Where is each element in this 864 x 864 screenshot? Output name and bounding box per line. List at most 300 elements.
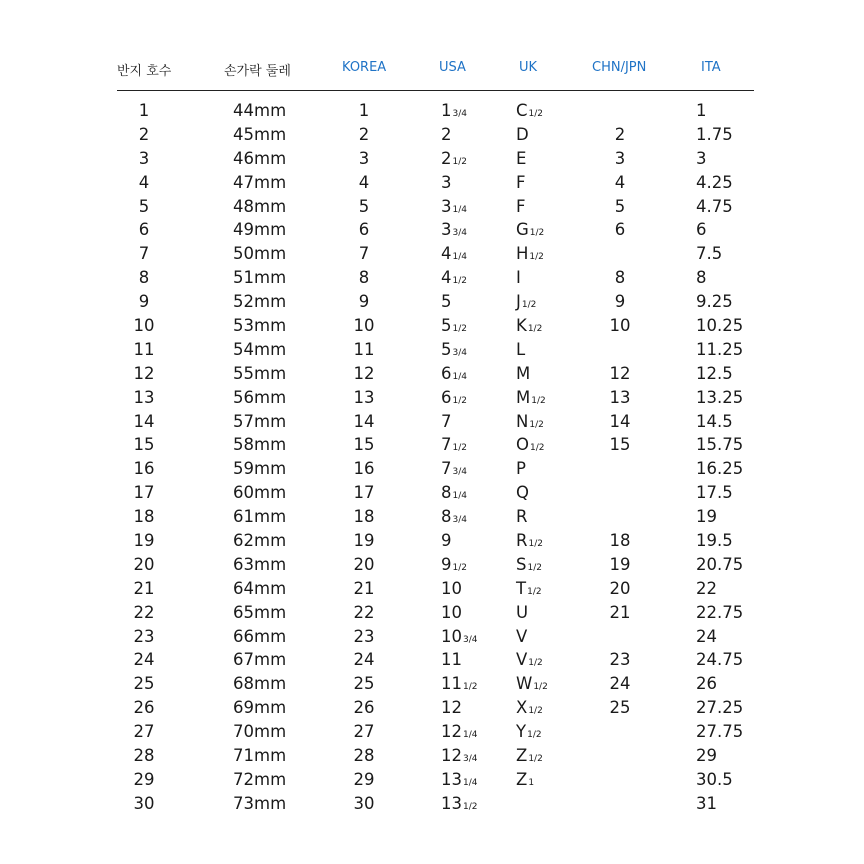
- cell-ring-size: [129, 648, 159, 671]
- cell-ring-size-value: 20: [133, 554, 155, 574]
- cell-usa-value: 7: [441, 435, 452, 455]
- cell-chn-jpn-value: 4: [614, 172, 626, 192]
- cell-usa-value: 13: [441, 793, 462, 813]
- cell-ring-size-value: 27: [133, 722, 155, 742]
- table-row: [0, 99, 864, 123]
- cell-ita: [696, 410, 733, 433]
- cell-chn-jpn-value: 15: [609, 435, 631, 455]
- cell-ita-value: 1: [696, 101, 707, 120]
- cell-ita: [696, 529, 733, 552]
- cell-chn-jpn-value: 5: [614, 196, 626, 216]
- table-row: [0, 410, 864, 434]
- cell-chn-jpn: [605, 529, 635, 552]
- cell-ita: [696, 147, 707, 170]
- cell-ring-size-value: 13: [133, 387, 155, 407]
- cell-circumference-value: 66mm: [233, 626, 287, 646]
- cell-usa-value: 9: [441, 554, 452, 574]
- cell-circumference-value: 70mm: [233, 722, 287, 742]
- cell-ring-size: [129, 338, 159, 361]
- cell-ring-size-value: 9: [138, 292, 150, 312]
- cell-ring-size: [129, 266, 159, 289]
- cell-ring-size: [129, 410, 159, 433]
- cell-circumference: [233, 410, 286, 433]
- cell-ring-size: [129, 744, 159, 767]
- cell-ita-value: 22.75: [696, 602, 744, 622]
- cell-circumference: [233, 553, 286, 576]
- cell-ita: [696, 720, 743, 743]
- cell-uk-fraction: 1/2: [529, 252, 544, 263]
- cell-ita: [696, 266, 707, 289]
- cell-chn-jpn-value: 3: [614, 148, 626, 168]
- cell-usa: [441, 792, 477, 819]
- cell-circumference: [233, 362, 286, 385]
- cell-korea-value: 17: [353, 483, 375, 503]
- cell-korea: [349, 696, 379, 719]
- table-row: [0, 696, 864, 720]
- cell-korea: [349, 720, 379, 743]
- cell-ita: [696, 744, 717, 767]
- cell-uk-fraction: 1/2: [530, 443, 545, 454]
- cell-chn-jpn-value: 13: [609, 387, 631, 407]
- cell-korea-value: 29: [353, 769, 375, 789]
- cell-chn-jpn: [605, 433, 635, 456]
- cell-usa-value: 9: [441, 531, 452, 551]
- cell-ring-size-value: 25: [133, 674, 155, 694]
- cell-ita: [696, 553, 743, 576]
- table-row: [0, 386, 864, 410]
- cell-usa-value: 10: [441, 626, 462, 646]
- cell-ring-size: [129, 672, 159, 695]
- header-ring-size: 반지 호수: [117, 64, 172, 79]
- table-row: [0, 648, 864, 672]
- cell-chn-jpn: [605, 672, 635, 695]
- cell-usa-value: 3: [441, 172, 452, 192]
- cell-usa-value: 7: [441, 459, 452, 479]
- cell-circumference: [233, 195, 286, 218]
- cell-ita-value: 12.5: [696, 363, 733, 383]
- cell-korea-value: 14: [353, 411, 375, 431]
- cell-ring-size: [129, 696, 159, 719]
- cell-circumference-value: 49mm: [233, 220, 287, 240]
- cell-ring-size: [129, 242, 159, 265]
- cell-ring-size: [129, 601, 159, 624]
- cell-ita: [696, 362, 733, 385]
- cell-chn-jpn: [605, 147, 635, 170]
- cell-uk-fraction: 1/2: [531, 395, 546, 406]
- cell-ring-size-value: 15: [133, 435, 155, 455]
- cell-korea-value: 21: [353, 578, 375, 598]
- cell-chn-jpn: [605, 218, 635, 241]
- header-chn-jpn: CHN/JPN: [592, 60, 647, 75]
- cell-usa-fraction: 1/2: [452, 395, 467, 406]
- cell-circumference: [233, 147, 286, 170]
- cell-chn-jpn-value: 18: [609, 531, 631, 551]
- cell-uk-value: C: [516, 101, 528, 120]
- cell-circumference-value: 63mm: [233, 554, 287, 574]
- cell-circumference-value: 60mm: [233, 483, 287, 503]
- cell-korea: [349, 744, 379, 767]
- cell-uk-value: E: [516, 148, 527, 168]
- cell-korea: [349, 792, 379, 815]
- cell-usa-fraction: 3/4: [452, 467, 467, 478]
- cell-chn-jpn-value: 10: [609, 316, 631, 336]
- cell-ring-size: [129, 792, 159, 815]
- cell-ita: [696, 505, 717, 528]
- cell-circumference-value: 71mm: [233, 746, 287, 766]
- cell-usa-fraction: 1/2: [452, 156, 467, 167]
- cell-usa-value: 6: [441, 387, 452, 407]
- cell-ring-size: [129, 386, 159, 409]
- cell-ring-size-value: 8: [138, 268, 150, 288]
- cell-ring-size: [129, 529, 159, 552]
- cell-usa-fraction: 3/4: [463, 754, 478, 765]
- cell-ring-size: [129, 314, 159, 337]
- cell-korea: [349, 171, 379, 194]
- cell-ring-size-value: 22: [133, 602, 155, 622]
- table-header: [0, 60, 864, 82]
- cell-ring-size-value: 24: [133, 650, 155, 670]
- cell-usa-value: 12: [441, 698, 462, 718]
- header-ita: ITA: [701, 60, 721, 75]
- cell-ita-value: 19: [696, 507, 717, 527]
- cell-uk-fraction: 1/2: [521, 300, 537, 311]
- cell-korea-value: 13: [353, 387, 375, 407]
- cell-korea: [349, 266, 379, 289]
- header-finger-circumference: 손가락 둘레: [224, 64, 291, 79]
- cell-korea-value: 3: [358, 148, 370, 168]
- table-row: [0, 553, 864, 577]
- cell-circumference: [233, 481, 286, 504]
- cell-circumference: [233, 768, 286, 791]
- cell-uk-value: M: [516, 387, 531, 407]
- cell-circumference: [233, 99, 286, 122]
- cell-ita-value: 27.75: [696, 722, 744, 742]
- cell-circumference: [233, 577, 286, 600]
- cell-uk-value: W: [516, 674, 533, 694]
- cell-ita: [696, 338, 743, 361]
- cell-korea: [349, 601, 379, 624]
- cell-korea: [349, 457, 379, 480]
- cell-ita-value: 8: [696, 268, 707, 288]
- cell-circumference-value: 52mm: [233, 292, 287, 312]
- cell-usa-fraction: 3/4: [452, 515, 467, 526]
- cell-uk-value: N: [516, 411, 529, 431]
- cell-uk-value: F: [516, 196, 526, 216]
- cell-ita: [696, 457, 743, 480]
- cell-chn-jpn-value: 2: [614, 124, 626, 144]
- cell-usa-value: 10: [441, 602, 462, 622]
- cell-uk: [516, 792, 517, 819]
- cell-uk-value: Z: [516, 746, 528, 766]
- cell-uk-fraction: 1: [528, 777, 535, 788]
- cell-korea-value: 5: [358, 196, 370, 216]
- cell-usa-fraction: 1/2: [463, 801, 478, 812]
- cell-uk-value: X: [516, 698, 528, 718]
- table-row: [0, 457, 864, 481]
- cell-ring-size: [129, 457, 159, 480]
- cell-usa-fraction: 1/4: [452, 371, 467, 382]
- cell-usa-value: 5: [441, 339, 452, 359]
- cell-circumference: [233, 744, 286, 767]
- table-row: [0, 768, 864, 792]
- cell-uk-fraction: 1/2: [529, 228, 545, 239]
- cell-usa-value: 1: [441, 101, 452, 120]
- cell-ita: [696, 386, 743, 409]
- cell-korea-value: 15: [353, 435, 375, 455]
- cell-circumference-value: 44mm: [233, 101, 287, 120]
- cell-circumference: [233, 290, 286, 313]
- cell-korea-value: 8: [358, 268, 370, 288]
- cell-usa-fraction: 1/2: [452, 562, 467, 573]
- cell-ita-value: 15.75: [696, 435, 744, 455]
- cell-ita-value: 24.75: [696, 650, 744, 670]
- cell-korea: [349, 99, 379, 122]
- cell-circumference: [233, 505, 286, 528]
- cell-usa-fraction: 1/4: [463, 777, 478, 788]
- cell-usa-fraction: 1/4: [452, 252, 467, 263]
- cell-circumference: [233, 457, 286, 480]
- table-row: [0, 266, 864, 290]
- cell-ring-size: [129, 553, 159, 576]
- header-usa: USA: [439, 60, 466, 75]
- cell-circumference: [233, 218, 286, 241]
- cell-korea-value: 16: [353, 459, 375, 479]
- table-row: [0, 672, 864, 696]
- cell-korea-value: 26: [353, 698, 375, 718]
- cell-korea: [349, 505, 379, 528]
- cell-circumference-value: 68mm: [233, 674, 287, 694]
- cell-uk-value: V: [516, 626, 528, 646]
- cell-ring-size-value: 10: [133, 316, 155, 336]
- cell-circumference-value: 65mm: [233, 602, 287, 622]
- cell-ita-value: 19.5: [696, 531, 733, 551]
- cell-uk-fraction: 1/2: [527, 586, 542, 597]
- cell-circumference-value: 45mm: [233, 124, 287, 144]
- cell-korea: [349, 147, 379, 170]
- cell-ring-size-value: 26: [133, 698, 155, 718]
- cell-ring-size-value: 11: [133, 339, 155, 359]
- cell-circumference-value: 48mm: [233, 196, 287, 216]
- cell-korea: [349, 362, 379, 385]
- cell-circumference: [233, 123, 286, 146]
- cell-ring-size: [129, 290, 159, 313]
- cell-circumference-value: 50mm: [233, 244, 287, 264]
- cell-circumference: [233, 672, 286, 695]
- cell-uk-value: M: [516, 363, 531, 383]
- table-row: [0, 147, 864, 171]
- cell-uk-fraction: 1/2: [527, 324, 543, 335]
- cell-chn-jpn-value: 24: [609, 674, 631, 694]
- cell-usa-value: 8: [441, 507, 452, 527]
- cell-usa-value: 11: [441, 674, 462, 694]
- cell-circumference-value: 51mm: [233, 268, 287, 288]
- cell-korea-value: 22: [353, 602, 375, 622]
- cell-chn-jpn: [605, 648, 635, 671]
- cell-ring-size: [129, 481, 159, 504]
- cell-circumference-value: 67mm: [233, 650, 287, 670]
- cell-ring-size: [129, 768, 159, 791]
- cell-ring-size-value: 19: [133, 531, 155, 551]
- cell-circumference: [233, 601, 286, 624]
- cell-korea-value: 19: [353, 531, 375, 551]
- cell-korea-value: 9: [358, 292, 370, 312]
- cell-usa-value: 8: [441, 483, 452, 503]
- cell-ita-value: 31: [696, 793, 717, 813]
- cell-korea: [349, 648, 379, 671]
- cell-ring-size-value: 16: [133, 459, 155, 479]
- cell-ita: [696, 577, 717, 600]
- cell-ring-size-value: 18: [133, 507, 155, 527]
- cell-uk-fraction: 1/2: [527, 562, 542, 573]
- cell-chn-jpn: [605, 601, 635, 624]
- cell-uk-fraction: 1/2: [529, 419, 544, 430]
- cell-ita-value: 30.5: [696, 769, 733, 789]
- cell-ita: [696, 433, 743, 456]
- cell-ita-value: 16.25: [696, 459, 744, 479]
- cell-korea: [349, 768, 379, 791]
- cell-ita-value: 24: [696, 626, 717, 646]
- cell-korea: [349, 386, 379, 409]
- cell-chn-jpn-value: 20: [609, 578, 631, 598]
- cell-korea-value: 18: [353, 507, 375, 527]
- cell-chn-jpn: [605, 171, 635, 194]
- cell-korea: [349, 242, 379, 265]
- cell-circumference-value: 59mm: [233, 459, 287, 479]
- cell-chn-jpn-value: 14: [609, 411, 631, 431]
- cell-circumference-value: 53mm: [233, 316, 287, 336]
- table-row: [0, 338, 864, 362]
- cell-ita-value: 4.25: [696, 172, 733, 192]
- cell-ring-size-value: 23: [133, 626, 155, 646]
- cell-ita: [696, 314, 743, 337]
- cell-usa-fraction: 1/4: [463, 730, 478, 741]
- cell-uk-value: J: [516, 292, 521, 312]
- cell-circumference: [233, 266, 286, 289]
- cell-ring-size: [129, 577, 159, 600]
- cell-korea-value: 20: [353, 554, 375, 574]
- cell-uk-value: Y: [516, 722, 527, 742]
- cell-ita-value: 1.75: [696, 124, 733, 144]
- cell-ita: [696, 648, 743, 671]
- cell-ita: [696, 242, 722, 265]
- cell-circumference-value: 47mm: [233, 172, 287, 192]
- cell-ita: [696, 99, 707, 122]
- cell-circumference-value: 54mm: [233, 339, 287, 359]
- cell-usa-value: 6: [441, 363, 452, 383]
- cell-korea: [349, 529, 379, 552]
- cell-ita: [696, 768, 733, 791]
- cell-circumference-value: 62mm: [233, 531, 287, 551]
- cell-ring-size: [129, 123, 159, 146]
- cell-circumference-value: 56mm: [233, 387, 287, 407]
- cell-ring-size: [129, 195, 159, 218]
- cell-usa-value: 11: [441, 650, 462, 670]
- cell-ita-value: 10.25: [696, 316, 744, 336]
- cell-uk-value: I: [516, 268, 521, 288]
- cell-usa-fraction: 1/4: [452, 204, 467, 215]
- cell-ita-value: 17.5: [696, 483, 733, 503]
- cell-ring-size-value: 12: [133, 363, 155, 383]
- cell-circumference: [233, 696, 286, 719]
- cell-uk-value: S: [516, 554, 527, 574]
- cell-ring-size-value: 7: [138, 244, 150, 264]
- cell-usa-value: 3: [441, 196, 452, 216]
- cell-circumference: [233, 625, 286, 648]
- cell-ring-size-value: 6: [138, 220, 150, 240]
- cell-korea-value: 4: [358, 172, 370, 192]
- cell-usa-value: 4: [441, 244, 452, 264]
- cell-uk-fraction: 1/2: [528, 754, 543, 765]
- cell-korea-value: 11: [353, 339, 375, 359]
- cell-uk-value: T: [516, 578, 527, 598]
- cell-usa-fraction: 3/4: [452, 347, 467, 358]
- cell-chn-jpn: [605, 290, 635, 313]
- cell-ita-value: 14.5: [696, 411, 733, 431]
- cell-chn-jpn-value: 19: [609, 554, 631, 574]
- cell-chn-jpn: [605, 314, 635, 337]
- cell-uk-fraction: 1/2: [527, 730, 542, 741]
- cell-chn-jpn: [605, 410, 635, 433]
- cell-uk-value: H: [516, 244, 529, 264]
- table-row: [0, 625, 864, 649]
- cell-ita: [696, 123, 733, 146]
- table-row: [0, 720, 864, 744]
- cell-korea-value: 10: [353, 316, 375, 336]
- cell-uk-value: Z: [516, 769, 528, 789]
- cell-circumference: [233, 314, 286, 337]
- cell-usa-value: 5: [441, 292, 452, 312]
- cell-uk-fraction: 1/2: [528, 109, 544, 119]
- cell-usa-value: 13: [441, 769, 462, 789]
- header-divider: [117, 90, 754, 91]
- cell-ring-size: [129, 218, 159, 241]
- cell-ita: [696, 195, 733, 218]
- cell-ring-size-value: 30: [133, 793, 155, 813]
- cell-korea: [349, 625, 379, 648]
- cell-chn-jpn: [605, 123, 635, 146]
- cell-chn-jpn: [605, 577, 635, 600]
- cell-circumference-value: 61mm: [233, 507, 287, 527]
- cell-ring-size: [129, 147, 159, 170]
- cell-korea: [349, 290, 379, 313]
- cell-usa-value: 2: [441, 124, 452, 144]
- cell-ring-size: [129, 720, 159, 743]
- cell-ita: [696, 672, 717, 695]
- cell-uk-value: P: [516, 459, 526, 479]
- cell-korea: [349, 577, 379, 600]
- cell-chn-jpn-value: 25: [609, 698, 631, 718]
- cell-usa-fraction: 3/4: [463, 634, 478, 645]
- cell-usa-value: 3: [441, 220, 452, 240]
- cell-circumference: [233, 792, 286, 815]
- cell-usa-value: 4: [441, 268, 452, 288]
- cell-ring-size: [129, 362, 159, 385]
- cell-usa-value: 7: [441, 411, 452, 431]
- cell-usa-value: 12: [441, 746, 462, 766]
- cell-ring-size: [129, 505, 159, 528]
- cell-chn-jpn-value: 6: [614, 220, 626, 240]
- cell-korea: [349, 553, 379, 576]
- table-row: [0, 290, 864, 314]
- cell-ita: [696, 218, 707, 241]
- header-uk: UK: [519, 60, 538, 75]
- cell-ita-value: 13.25: [696, 387, 744, 407]
- cell-ita: [696, 792, 717, 815]
- cell-usa-fraction: 1/2: [452, 276, 467, 287]
- cell-ita-value: 29: [696, 746, 717, 766]
- cell-korea: [349, 218, 379, 241]
- cell-usa-value: 12: [441, 722, 462, 742]
